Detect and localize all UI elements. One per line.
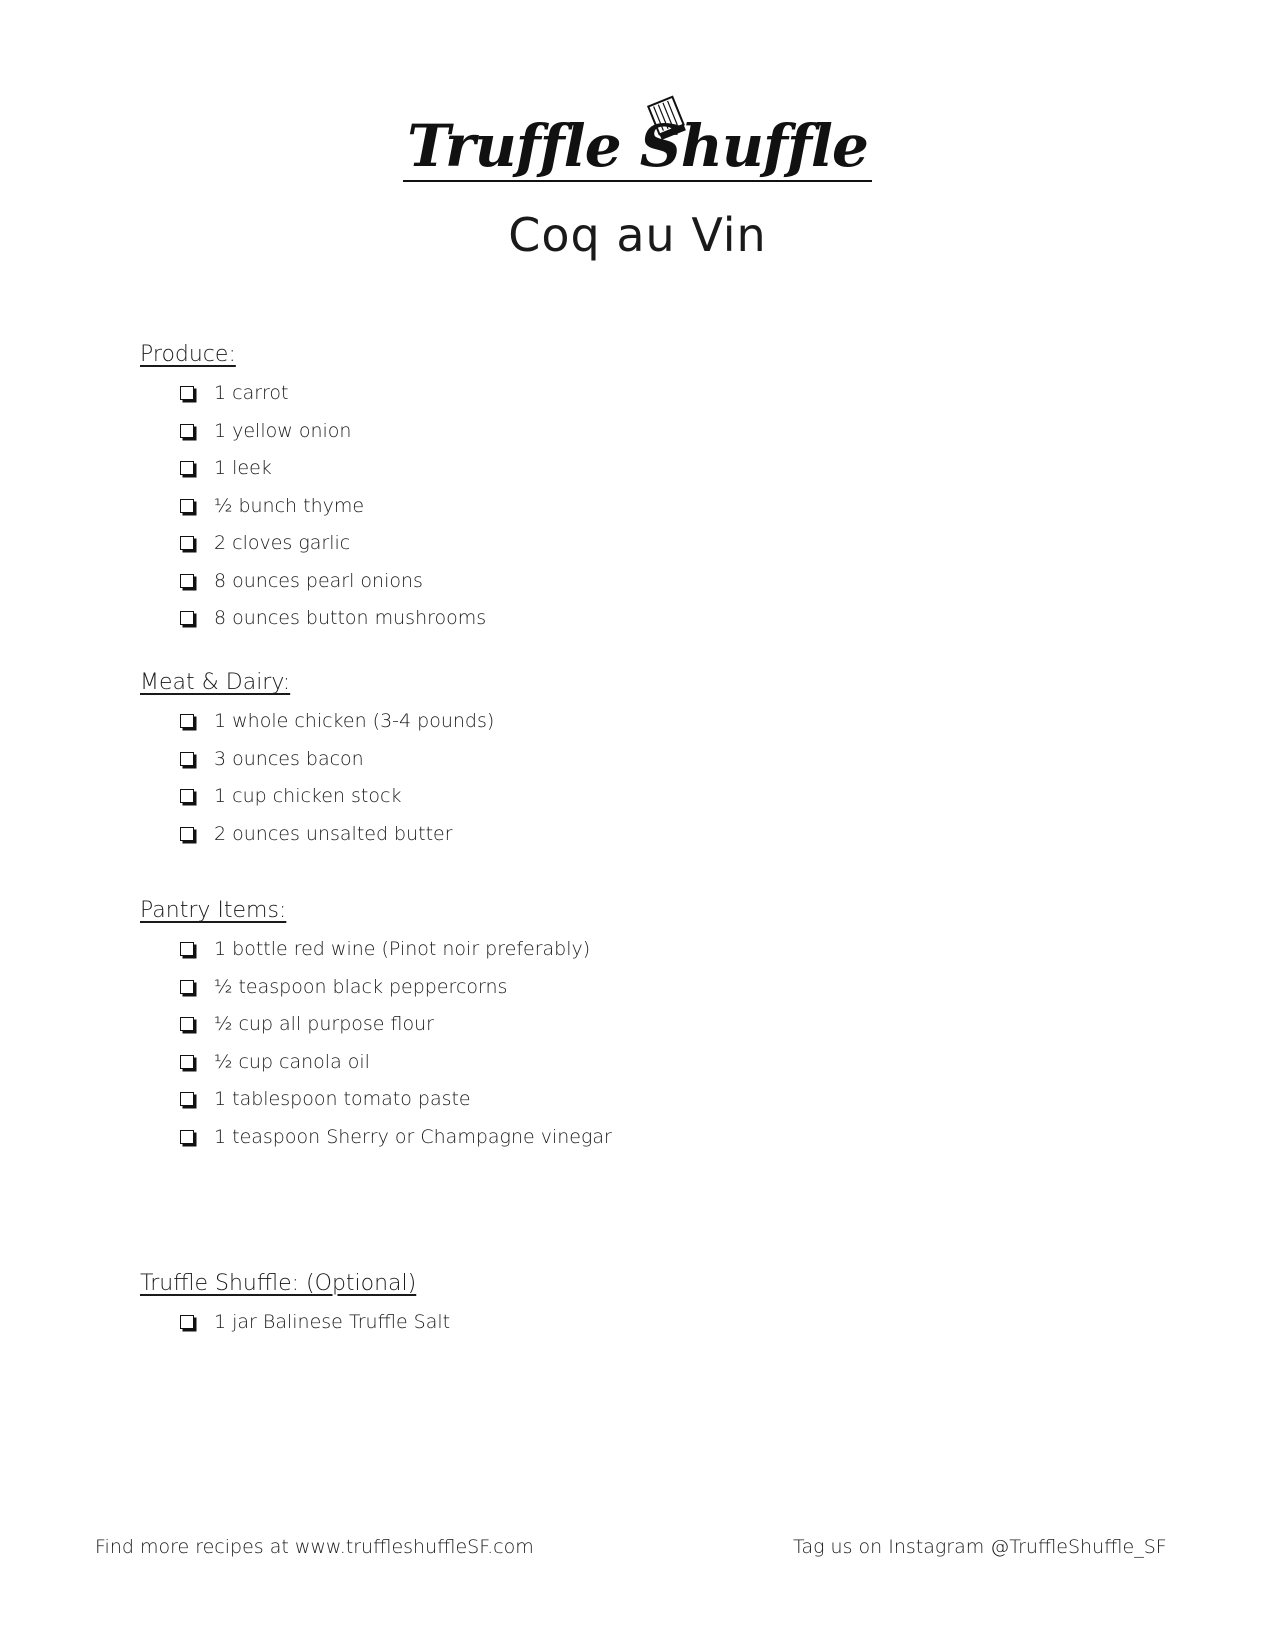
list-item [140, 563, 654, 601]
checkbox-icon[interactable] [180, 424, 194, 438]
list-item [140, 703, 654, 741]
brand-logo-text: Truffle Shuffle [403, 112, 872, 182]
section-title: Produce: [140, 342, 236, 367]
checkbox-icon[interactable] [180, 752, 194, 766]
checkbox-icon[interactable] [180, 714, 194, 728]
list-item [140, 450, 654, 488]
checkbox-icon[interactable] [180, 1315, 194, 1329]
section-truffle-shuffle [140, 1264, 840, 1342]
list-item-label: 1 carrot [214, 382, 289, 404]
section-pantry-items [140, 891, 840, 1156]
list-item [140, 816, 654, 854]
list-item [140, 600, 654, 638]
list-item-label: 1 yellow onion [214, 419, 352, 442]
list-item-label: 1 whole chicken (3-4 pounds) [214, 710, 495, 732]
recipe-title: Coq au Vin [508, 208, 767, 262]
checkbox-icon[interactable] [180, 1017, 194, 1031]
checkbox-icon[interactable] [180, 1055, 194, 1069]
list-item [140, 1304, 654, 1342]
list-item-label: 1 teaspoon Sherry or Champagne vinegar [214, 1125, 612, 1148]
list-item-label: 8 ounces button mushrooms [214, 607, 487, 629]
checkbox-icon[interactable] [180, 1130, 194, 1144]
list-item-label: 2 cloves garlic [214, 532, 351, 554]
list-item-label: 1 jar Balinese Truffle Salt [214, 1311, 451, 1333]
list-item-label: ½ cup all purpose flour [214, 1013, 434, 1035]
checkbox-icon[interactable] [180, 1092, 194, 1106]
list-item [140, 525, 654, 563]
list-item-label: 1 leek [214, 457, 272, 479]
list-item [140, 375, 654, 413]
section-title: Pantry Items: [140, 898, 287, 923]
checkbox-icon[interactable] [180, 611, 194, 625]
list-item [140, 969, 654, 1007]
list-item [140, 741, 654, 779]
list-item [140, 488, 654, 526]
checkbox-icon[interactable] [180, 461, 194, 475]
section-meat-dairy [140, 663, 840, 853]
checkbox-icon[interactable] [180, 499, 194, 513]
list-item [140, 1119, 654, 1157]
list-item-label: 3 ounces bacon [214, 747, 364, 770]
list-item-label: 8 ounces pearl onions [214, 569, 423, 592]
list-item-label: 1 cup chicken stock [214, 785, 402, 807]
list-item-label: 1 bottle red wine (Pinot noir preferably) [214, 938, 591, 960]
checkbox-icon[interactable] [180, 386, 194, 400]
section-title: Meat & Dairy: [140, 670, 291, 695]
checkbox-icon[interactable] [180, 980, 194, 994]
list-item-label: ½ bunch thyme [214, 494, 365, 517]
checkbox-icon[interactable] [180, 827, 194, 841]
checkbox-icon[interactable] [180, 536, 194, 550]
footer-instagram: Tag us on Instagram @TruffleShuffle_SF [793, 1536, 1167, 1558]
list-item [140, 931, 654, 969]
list-item [140, 1081, 654, 1119]
list-item [140, 1006, 654, 1044]
list-item [140, 1044, 654, 1082]
checkbox-icon[interactable] [180, 574, 194, 588]
list-item [140, 778, 654, 816]
list-item-label: 1 tablespoon tomato paste [214, 1088, 471, 1110]
section-produce [140, 335, 840, 638]
list-item-label: ½ teaspoon black peppercorns [214, 975, 508, 998]
footer-website: Find more recipes at www.truffleshuffleSF.com [95, 1536, 534, 1558]
checkbox-icon[interactable] [180, 789, 194, 803]
list-item-label: 2 ounces unsalted butter [214, 822, 453, 845]
list-item-label: ½ cup canola oil [214, 1050, 370, 1073]
section-title: Truffle Shuffle: (Optional) [140, 1271, 417, 1296]
checkbox-icon[interactable] [180, 942, 194, 956]
list-item [140, 413, 654, 451]
